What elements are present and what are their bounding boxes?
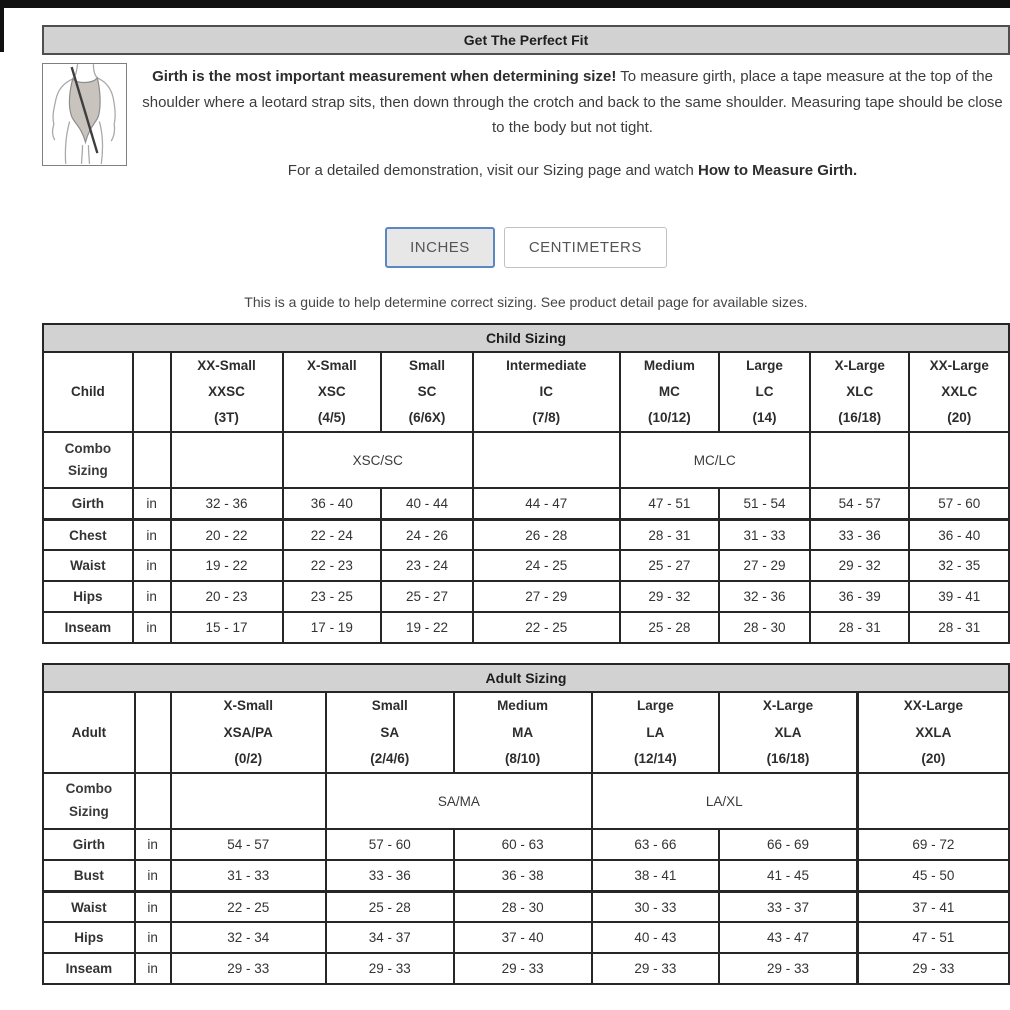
- size-cell: 32 - 36: [719, 581, 810, 612]
- child-sizing-table: [42, 323, 1010, 645]
- column-header: Medium MC (10/12): [620, 352, 719, 433]
- size-cell: 37 - 41: [857, 891, 1009, 922]
- unit-cell: in: [135, 860, 171, 891]
- size-cell: 69 - 72: [857, 829, 1009, 860]
- table-row: [43, 488, 1009, 519]
- size-cell: 38 - 41: [592, 860, 720, 891]
- column-header: Small SA (2/4/6): [326, 692, 454, 773]
- unit-cell: in: [135, 953, 171, 984]
- size-cell: 41 - 45: [719, 860, 857, 891]
- size-cell: 66 - 69: [719, 829, 857, 860]
- table-row: [43, 860, 1009, 891]
- combo-cell: MC/LC: [620, 432, 810, 488]
- size-cell: 43 - 47: [719, 922, 857, 953]
- adult-header-row: [43, 692, 1009, 773]
- girth-rest-text: To measure girth, place a tape measure at the top of the shoulder where a leotard strap sits, then down through the crotch and back to the same shoulder. Measuring tape should be close to the body but not tight.: [142, 68, 1003, 136]
- row-label: Inseam: [43, 612, 133, 643]
- size-cell: 33 - 36: [810, 519, 909, 550]
- size-cell: 29 - 33: [592, 953, 720, 984]
- column-header: Large LA (12/14): [592, 692, 720, 773]
- column-header: Medium MA (8/10): [454, 692, 592, 773]
- size-cell: 40 - 43: [592, 922, 720, 953]
- unit-cell: in: [133, 519, 171, 550]
- row-label: Girth: [43, 829, 135, 860]
- unit-column-header: [135, 692, 171, 773]
- size-cell: 57 - 60: [909, 488, 1009, 519]
- size-cell: 24 - 26: [381, 519, 473, 550]
- column-header: X-Large XLC (16/18): [810, 352, 909, 433]
- leotard-figure-icon: [42, 63, 127, 166]
- window-top-edge: [0, 0, 1010, 8]
- size-cell: 29 - 32: [810, 550, 909, 581]
- size-cell: 30 - 33: [592, 891, 720, 922]
- size-cell: 29 - 33: [719, 953, 857, 984]
- size-cell: 28 - 30: [454, 891, 592, 922]
- window-left-edge: [0, 0, 4, 52]
- column-header: Intermediate IC (7/8): [473, 352, 620, 433]
- unit-toggle: [42, 227, 1010, 268]
- size-cell: 36 - 39: [810, 581, 909, 612]
- row-label: Chest: [43, 519, 133, 550]
- combo-cell: [810, 432, 909, 488]
- adult-combo-row: [43, 773, 1009, 829]
- column-header: XX-Large XXLC (20): [909, 352, 1009, 433]
- size-cell: 33 - 36: [326, 860, 454, 891]
- size-cell: 36 - 40: [283, 488, 382, 519]
- size-cell: 23 - 25: [283, 581, 382, 612]
- sizing-note: This is a guide to help determine correct sizing. See product detail page for available sizes.: [244, 293, 808, 310]
- size-cell: 57 - 60: [326, 829, 454, 860]
- column-header: Large LC (14): [719, 352, 810, 433]
- size-cell: 36 - 40: [909, 519, 1009, 550]
- table-row: [43, 829, 1009, 860]
- child-table-title: Child Sizing: [43, 324, 1009, 352]
- centimeters-button[interactable]: CENTIMETERS: [504, 227, 667, 268]
- row-label: Combo Sizing: [43, 773, 135, 829]
- unit-cell: in: [133, 612, 171, 643]
- girth-instructions: [127, 63, 1010, 179]
- page-title: Get The Perfect Fit: [463, 32, 589, 48]
- size-cell: 25 - 28: [326, 891, 454, 922]
- size-cell: 47 - 51: [620, 488, 719, 519]
- size-cell: 29 - 33: [326, 953, 454, 984]
- row-label: Waist: [43, 891, 135, 922]
- child-header-row: [43, 352, 1009, 433]
- size-cell: 37 - 40: [454, 922, 592, 953]
- size-cell: 25 - 28: [620, 612, 719, 643]
- unit-cell: in: [133, 550, 171, 581]
- size-cell: 28 - 30: [719, 612, 810, 643]
- unit-cell: in: [133, 488, 171, 519]
- demo-line: [137, 162, 1008, 179]
- child-combo-row: [43, 432, 1009, 488]
- size-cell: 51 - 54: [719, 488, 810, 519]
- size-cell: 19 - 22: [381, 612, 473, 643]
- size-cell: 32 - 35: [909, 550, 1009, 581]
- column-header: X-Small XSC (4/5): [283, 352, 382, 433]
- inches-button[interactable]: INCHES: [385, 227, 495, 268]
- size-cell: 31 - 33: [171, 860, 327, 891]
- column-header: X-Small XSA/PA (0/2): [171, 692, 327, 773]
- size-cell: 39 - 41: [909, 581, 1009, 612]
- size-cell: 15 - 17: [171, 612, 283, 643]
- girth-info-section: [42, 63, 1010, 179]
- size-cell: 25 - 27: [381, 581, 473, 612]
- size-cell: 19 - 22: [171, 550, 283, 581]
- adult-sizing-table: [42, 663, 1010, 985]
- size-cell: 54 - 57: [810, 488, 909, 519]
- combo-cell: [857, 773, 1009, 829]
- combo-cell: [171, 773, 327, 829]
- size-cell: 27 - 29: [719, 550, 810, 581]
- combo-cell: [909, 432, 1009, 488]
- size-cell: 29 - 33: [454, 953, 592, 984]
- size-cell: 25 - 27: [620, 550, 719, 581]
- row-label: Waist: [43, 550, 133, 581]
- adult-table-title: Adult Sizing: [43, 664, 1009, 692]
- combo-cell: [473, 432, 620, 488]
- size-cell: 34 - 37: [326, 922, 454, 953]
- size-cell: 63 - 66: [592, 829, 720, 860]
- table-row: [43, 953, 1009, 984]
- row-label: Combo Sizing: [43, 432, 133, 488]
- section-title-bar: [42, 25, 1010, 55]
- size-cell: 17 - 19: [283, 612, 382, 643]
- row-label: Adult: [43, 692, 135, 773]
- table-row: [43, 922, 1009, 953]
- size-cell: 22 - 25: [473, 612, 620, 643]
- size-cell: 60 - 63: [454, 829, 592, 860]
- size-cell: 22 - 23: [283, 550, 382, 581]
- column-header: X-Large XLA (16/18): [719, 692, 857, 773]
- demo-prefix-text: For a detailed demonstration, visit our Sizing page and watch: [287, 161, 699, 179]
- size-cell: 22 - 24: [283, 519, 382, 550]
- size-cell: 40 - 44: [381, 488, 473, 519]
- unit-cell: [133, 432, 171, 488]
- unit-cell: in: [135, 891, 171, 922]
- table-row: [43, 891, 1009, 922]
- size-cell: 24 - 25: [473, 550, 620, 581]
- size-cell: 28 - 31: [810, 612, 909, 643]
- size-cell: 44 - 47: [473, 488, 620, 519]
- unit-column-header: [133, 352, 171, 433]
- row-label: Inseam: [43, 953, 135, 984]
- size-cell: 28 - 31: [909, 612, 1009, 643]
- combo-cell: LA/XL: [592, 773, 858, 829]
- row-label: Child: [43, 352, 133, 433]
- demo-bold-text: How to Measure Girth.: [698, 161, 858, 179]
- size-cell: 29 - 33: [171, 953, 327, 984]
- size-cell: 23 - 24: [381, 550, 473, 581]
- row-label: Girth: [43, 488, 133, 519]
- row-label: Hips: [43, 581, 133, 612]
- size-cell: 32 - 34: [171, 922, 327, 953]
- column-header: XX-Small XXSC (3T): [171, 352, 283, 433]
- size-cell: 32 - 36: [171, 488, 283, 519]
- unit-cell: [135, 773, 171, 829]
- girth-paragraph: [137, 64, 1008, 141]
- table-row: [43, 550, 1009, 581]
- size-cell: 20 - 23: [171, 581, 283, 612]
- size-cell: 28 - 31: [620, 519, 719, 550]
- size-guide-page: [42, 0, 1010, 985]
- girth-bold-text: Girth is the most important measurement when determining size!: [152, 68, 617, 85]
- size-cell: 54 - 57: [171, 829, 327, 860]
- column-header: Small SC (6/6X): [381, 352, 473, 433]
- size-cell: 26 - 28: [473, 519, 620, 550]
- table-row: [43, 519, 1009, 550]
- size-cell: 31 - 33: [719, 519, 810, 550]
- combo-cell: SA/MA: [326, 773, 592, 829]
- size-cell: 45 - 50: [857, 860, 1009, 891]
- combo-cell: [171, 432, 283, 488]
- size-cell: 36 - 38: [454, 860, 592, 891]
- size-cell: 27 - 29: [473, 581, 620, 612]
- unit-cell: in: [133, 581, 171, 612]
- size-cell: 29 - 33: [857, 953, 1009, 984]
- adult-table-caption-row: [43, 664, 1009, 692]
- column-header: XX-Large XXLA (20): [857, 692, 1009, 773]
- unit-cell: in: [135, 922, 171, 953]
- row-label: Bust: [43, 860, 135, 891]
- unit-cell: in: [135, 829, 171, 860]
- size-cell: 20 - 22: [171, 519, 283, 550]
- size-cell: 22 - 25: [171, 891, 327, 922]
- size-cell: 29 - 32: [620, 581, 719, 612]
- row-label: Hips: [43, 922, 135, 953]
- size-cell: 47 - 51: [857, 922, 1009, 953]
- table-row: [43, 612, 1009, 643]
- child-table-caption-row: [43, 324, 1009, 352]
- table-row: [43, 581, 1009, 612]
- size-cell: 33 - 37: [719, 891, 857, 922]
- combo-cell: XSC/SC: [283, 432, 473, 488]
